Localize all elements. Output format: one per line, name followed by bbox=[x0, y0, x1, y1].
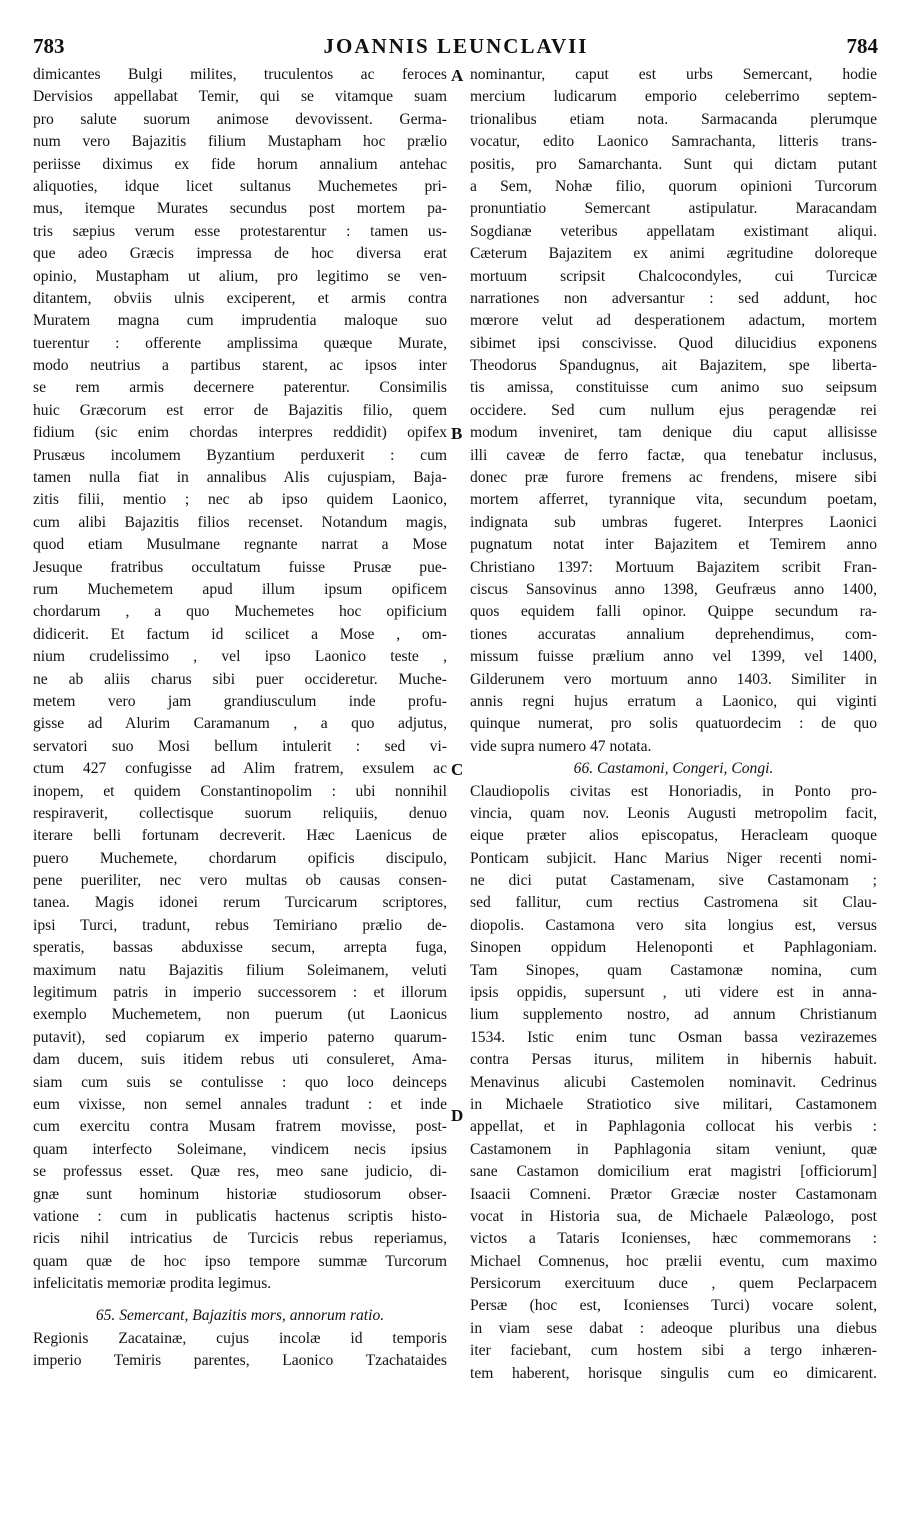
text-line: fidium (sic enim chordas interpres reddidit) opifex bbox=[33, 424, 447, 442]
text-line: in Michaele Stratiotico sive militari, Castamonem bbox=[470, 1095, 877, 1113]
text-line: speratis, bassas abduxisse secum, arrepta fuga, bbox=[33, 939, 447, 957]
text-line: siam cum suis se contulisse : quo loco deinceps bbox=[33, 1073, 447, 1091]
text-line: Isaacii Comneni. Prætor Græciæ noster Castamonam bbox=[470, 1185, 877, 1203]
text-line: Persæ (hoc est, Iconienses Turci) vocare solent, bbox=[470, 1297, 877, 1315]
text-line: metem vero jam grandiusculum inde profu- bbox=[33, 692, 447, 710]
text-line: mercium ludicarum emporio celeberrimo septem- bbox=[470, 88, 877, 106]
text-line: in viam sese dabat : adeoque pluribus una diebus bbox=[470, 1319, 877, 1337]
text-line: vocatur, edito Laonico Samrachanta, litteris trans- bbox=[470, 133, 877, 151]
text-line: dam ducem, suis itidem rebus uti consuleret, Ama- bbox=[33, 1051, 447, 1069]
text-line: periisse diximus ex fide horum annalium antehac bbox=[33, 155, 447, 173]
text-line: Michael Comnenus, hoc prælii eventu, cum maximo bbox=[470, 1252, 877, 1270]
text-line: tem haberent, horisque singulis cum eo dimicarent. bbox=[470, 1364, 877, 1382]
text-line: modo neutrius a partibus starent, ac ipsos inter bbox=[33, 357, 447, 375]
text-line: aliquoties, idque licet sultanus Muchemetes pri- bbox=[33, 177, 447, 195]
text-line: vatione : cum in publicatis hactenus scriptis histo- bbox=[33, 1207, 447, 1225]
text-line: gnæ sunt hominum historiæ studiosorum obser- bbox=[33, 1185, 447, 1203]
text-line: maximum natu Bajazitis filium Soleimanem, veluti bbox=[33, 961, 447, 979]
text-line: Christiano 1397: Mortuum Bajazitem scribit Fran- bbox=[470, 558, 877, 576]
text-line: Regionis Zacatainæ, cujus incolæ id temporis bbox=[33, 1329, 447, 1347]
text-line: pro salute suorum animose devovissent. Germa- bbox=[33, 110, 447, 128]
text-line: lium supplemento nostro, ad annum Christianum bbox=[470, 1006, 877, 1024]
text-line: Gilderunem vero mortuum anno 1403. Similiter in bbox=[470, 670, 877, 688]
text-line: imperio Temiris parentes, Laonico Tzachataides bbox=[33, 1352, 447, 1370]
text-line: ciscus Sansovinus anno 1398, Geufræus anno 1400, bbox=[470, 580, 877, 598]
text-line: mus, itemque Murates secundus post mortem pa- bbox=[33, 200, 447, 218]
text-line: servatori suo Mosi bellum intulerit : sed vi- bbox=[33, 737, 447, 755]
text-line: infelicitatis memoriæ prodita legimus. bbox=[33, 1275, 272, 1293]
text-line: dimicantes Bulgi milites, truculentos ac feroces bbox=[33, 66, 447, 83]
text-line: Theodorus Spandugnus, ait Bajazitem, spe liberta- bbox=[470, 357, 877, 375]
text-line: appellat, et in Paphlagonia collocat his verbis : bbox=[470, 1118, 877, 1136]
text-line: Tam Sinopes, quam Castamonæ nomina, cum bbox=[470, 961, 877, 979]
text-line: ne dici putat Castamenam, sive Castamonam ; bbox=[470, 872, 877, 890]
text-line: 1534. Istic enim tunc Osman bassa vezirazemes bbox=[470, 1028, 877, 1046]
text-line: nominantur, caput est urbs Semercant, hodie bbox=[470, 66, 877, 83]
text-line: diopolis. Castamona vero sita longius est, versus bbox=[470, 916, 877, 934]
text-line: cum exercitu contra Musam fratrem movisse, post- bbox=[33, 1118, 447, 1136]
left-column bbox=[33, 64, 447, 1373]
text-line: quinque numerat, pro solis quatuordecim : de quo bbox=[470, 715, 877, 733]
section-heading: 65. Semercant, Bajazitis mors, annorum ratio. bbox=[95, 1307, 385, 1325]
text-line: illi caveæ de ferro factæ, qua tenebatur inclusus, bbox=[470, 446, 877, 464]
text-line: victos a Tataris Iconienses, hæc commemorans : bbox=[470, 1230, 877, 1248]
text-line: sibimet ipsi conscivisse. Quod dilucidius exponens bbox=[470, 334, 877, 352]
text-line: ditantem, obviis ulnis exciperent, et armis contra bbox=[33, 289, 447, 307]
text-line: contra Persas iturus, militem in hibernis habuit. bbox=[470, 1051, 877, 1069]
text-line: narrationes non adversantur : sed addunt, hoc bbox=[470, 289, 877, 307]
text-line: mœrore velut ad desperationem adactum, mortem bbox=[470, 312, 877, 330]
section-heading: 66. Castamoni, Congeri, Congi. bbox=[573, 760, 774, 778]
page-number-right: 784 bbox=[846, 34, 878, 58]
text-line: Ponticam subjicit. Hanc Marius Niger recenti nomi- bbox=[470, 849, 877, 867]
text-line: eique præter alios episcopatus, Heracleam quoque bbox=[470, 827, 877, 845]
text-line: pene pueriliter, nec vero multas ob causas consen- bbox=[33, 872, 447, 890]
text-line: vincia, quam nov. Leonis Augusti metropolim facit, bbox=[470, 804, 877, 822]
text-line: ne ab aliis charus sibi puer occideretur. Muche- bbox=[33, 670, 447, 688]
margin-letter-c: C bbox=[451, 760, 464, 779]
text-line: eum vixisse, non semel annales tradunt : et inde bbox=[33, 1095, 447, 1113]
text-line: trionalibus etiam nota. Sarmacanda plerumque bbox=[470, 110, 877, 128]
text-line: Sogdianæ veteribus appellatam existimant aliqui. bbox=[470, 222, 877, 240]
margin-letter-d: D bbox=[451, 1106, 464, 1125]
text-line: Castamonem in Paphlagonia sitam veniunt, quæ bbox=[470, 1140, 877, 1158]
text-line: tris sæpius verum esse protestarentur : tamen us- bbox=[33, 222, 447, 240]
text-line: nium crudelissimo , vel ipso Laonico teste , bbox=[33, 648, 447, 666]
text-line: pronuntiatio Semercant astipulatur. Maracandam bbox=[470, 200, 877, 218]
page-number-left: 783 bbox=[33, 34, 65, 58]
text-line: tiones accuratas annalium deprehendimus, com- bbox=[470, 625, 877, 643]
text-line: pugnatum notat inter Bajazitem et Temirem anno bbox=[470, 536, 877, 554]
text-line: quam interfecto Soleimane, vindicem necis ipsius bbox=[33, 1140, 447, 1158]
text-line: missum fuisse prælium anno vel 1399, vel 1400, bbox=[470, 648, 877, 666]
text-line: ctum 427 confugisse ad Alim fratrem, exsulem ac bbox=[33, 760, 447, 778]
text-line: cum alibi Bajazitis filios recenset. Notandum magis, bbox=[33, 513, 447, 531]
text-line: Prusæus incolumem Byzantium perduxerit : cum bbox=[33, 446, 447, 464]
text-line: inopem, et quidem Constantinopolim : ubi nonnihil bbox=[33, 782, 447, 800]
text-line: didicerit. Et factum id scilicet a Mose , om- bbox=[33, 625, 447, 643]
text-line: indignata sub umbras fugeret. Interpres Laonici bbox=[470, 513, 877, 531]
text-line: huic Græcorum est error de Bajazitis filio, quem bbox=[33, 401, 447, 419]
text-line: exemplo Muchemetem, non puerum (ut Laonicus bbox=[33, 1006, 447, 1024]
text-line: tanea. Magis idonei rerum Turcicarum scriptores, bbox=[33, 894, 447, 912]
text-line: modum inveniret, tam denique diu caput allisisse bbox=[470, 424, 877, 442]
text-line: tis amissa, constituisse cum animo suo seipsum bbox=[470, 379, 877, 397]
text-line: ipsi Turci, tradunt, rebus Temiriano prælio de- bbox=[33, 916, 447, 934]
text-line: legitimum patris in imperio successorem : et illorum bbox=[33, 984, 447, 1002]
text-line: annis regni hujus erratum a Laonico, qui viginti bbox=[470, 692, 877, 710]
text-line: ipsis oppidis, supersunt , uti videre est in anna- bbox=[470, 984, 877, 1002]
text-line: Persicorum exercituum duce , quem Peclarpacem bbox=[470, 1275, 877, 1293]
text-line: mortem afferret, tyrannique vita, secundum poetam, bbox=[470, 491, 877, 509]
text-line: se professus esset. Quæ res, meo sane judicio, di- bbox=[33, 1163, 447, 1181]
text-line: sane Castamon domicilium erat magistri [officiorum] bbox=[470, 1163, 877, 1181]
text-line: chordarum , a quo Muchemetes hoc opificium bbox=[33, 603, 447, 621]
text-line: tuerentur : offerente amplissima quæque Murate, bbox=[33, 334, 447, 352]
text-line: ricis nihil intricatius de Turcicis rebus reperiamus, bbox=[33, 1230, 447, 1248]
text-line: quod etiam Musulmane regnante narrat a Mose bbox=[33, 536, 447, 554]
running-title: JOANNIS LEUNCLAVII bbox=[323, 34, 589, 58]
paragraph-gap bbox=[33, 1295, 447, 1305]
text-line: quam quæ de hoc ipso tempore summæ Turcorum bbox=[33, 1252, 447, 1270]
margin-letter-a: A bbox=[451, 66, 464, 85]
text-line: positis, pro Samarchanta. Sunt qui dictam putant bbox=[470, 155, 877, 173]
text-line: zitis filii, mentio ; nec ab ipso quidem Laonico, bbox=[33, 491, 447, 509]
text-line: que adeo Græcis impressa de hoc diversa erat bbox=[33, 245, 447, 263]
text-line: vide supra numero 47 notata. bbox=[470, 737, 652, 755]
text-line: Claudiopolis civitas est Honoriadis, in Ponto pro- bbox=[470, 782, 877, 800]
text-line: Sinopen oppidum Helenoponti et Paphlagoniam. bbox=[470, 939, 877, 957]
text-line: Menavinus alicubi Castemolen nominavit. Cedrinus bbox=[470, 1073, 877, 1091]
text-line: Dervisios appellabat Temir, qui se vitamque suam bbox=[33, 88, 447, 106]
text-line: mortuum scripsit Chalcocondyles, cui Turcicæ bbox=[470, 267, 877, 285]
text-line: se rem armis decernere paterentur. Consimilis bbox=[33, 379, 447, 397]
text-line: iter faciebant, cum hostem sibi a tergo inhæren- bbox=[470, 1342, 877, 1360]
text-line: iterare belli fortunam decreverit. Hæc Laenicus de bbox=[33, 827, 447, 845]
text-line: a Sem, Nohæ filio, quorum opinioni Turcorum bbox=[470, 177, 877, 195]
text-line: opinio, Mustapham ut alium, pro legitimo se ven- bbox=[33, 267, 447, 285]
text-line: vocat in Historia sua, de Michaele Palæologo, post bbox=[470, 1207, 877, 1225]
text-line: gisse ad Alurim Caramanum , a quo adjutus, bbox=[33, 715, 447, 733]
text-line: rum Muchemetem apud illum ipsum opificem bbox=[33, 580, 447, 598]
text-line: Jesuque fratribus occultatum fuisse Prusæ pue- bbox=[33, 558, 447, 576]
text-line: quos equidem falli opinor. Quippe secundum ra- bbox=[470, 603, 877, 621]
text-line: tamen nulla fiat in annalibus Alis cujuspiam, Baja- bbox=[33, 469, 447, 487]
text-line: Muratem magna cum imprudentia maloque suo bbox=[33, 312, 447, 330]
text-line: respiraverit, collectisque suorum reliquiis, denuo bbox=[33, 804, 447, 822]
text-line: putavit), sed copiarum ex imperio paterno quarum- bbox=[33, 1028, 447, 1046]
margin-letter-b: B bbox=[451, 424, 463, 443]
text-line: puero Muchemete, chordarum opificis discipulo, bbox=[33, 849, 447, 867]
text-line: num vero Bajazitis filium Mustapham hoc prælio bbox=[33, 133, 447, 151]
right-column bbox=[470, 64, 877, 1385]
text-line: Cæterum Bajazitem ex animi ægritudine doloreque bbox=[470, 245, 877, 263]
text-line: occidere. Sed cum nullum ejus peragendæ rei bbox=[470, 401, 877, 419]
text-line: sed fallitur, cum rectius Castromena sit Clau- bbox=[470, 894, 877, 912]
text-line: donec præ furore fremens ac frendens, misere sibi bbox=[470, 469, 877, 487]
